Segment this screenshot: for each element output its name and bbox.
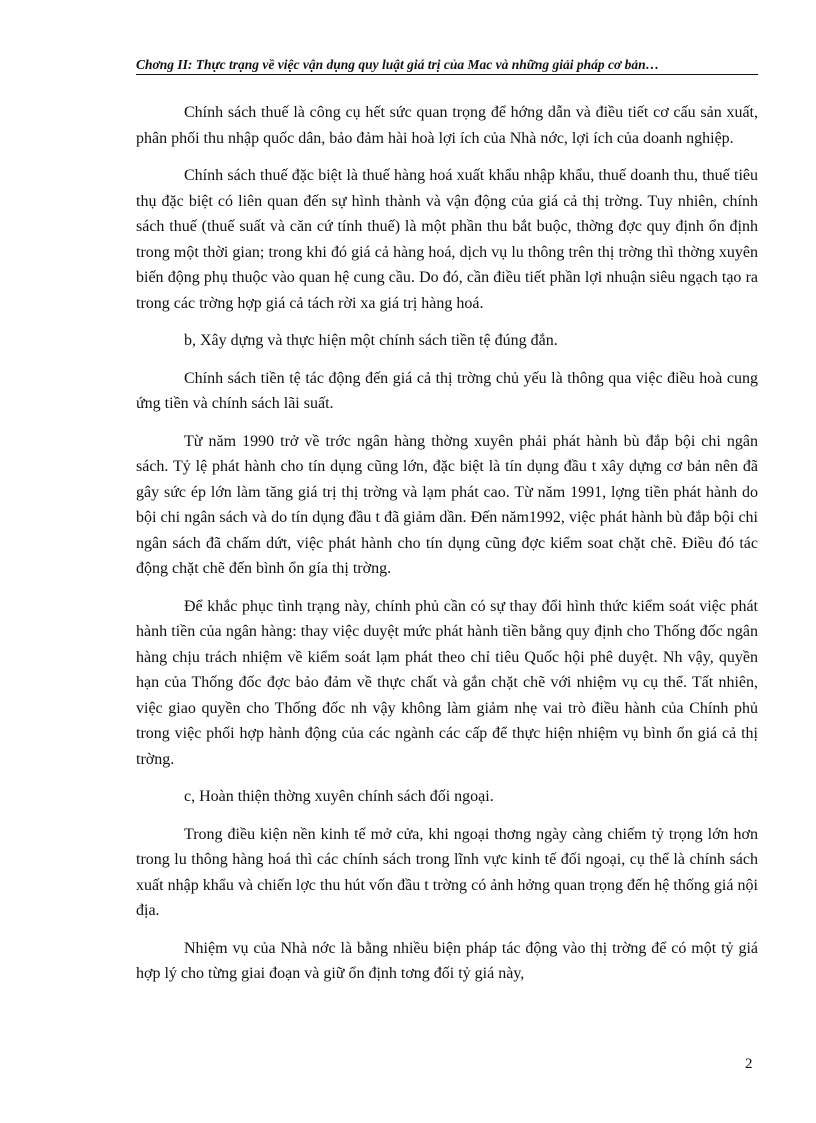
paragraph-since-1990: Từ năm 1990 trở về trớc ngân hàng thờng xuyên phải phát hành bù đắp bội chi ngân sách. Tỷ lệ phát hành cho tín dụng cũng lớn, đặc biệt là tín dụng đầu t xây dựng cơ bản nên đã gây sức ép lớn làm tăng giá trị thị trờng và lạm phát cao. Từ năm 1991, lợng tiền phát hành do bội chi ngân sách và do tín dụng đầu t đã giảm dần. Đến năm1992, việc phát hành bù đắp bội chi ngân sách đã chấm dứt, việc phát hành cho tín dụng cũng đợc kiểm soat chặt chẽ. Điều đó tác động chặt chẽ đến bình ổn gía thị trờng. (136, 432, 758, 577)
paragraph-special-tax: Chính sách thuế đặc biệt là thuế hàng hoá xuất khẩu nhập khẩu, thuế doanh thu, thuế tiêu thụ đặc biệt có liên quan đến sự hình thành và vận động của giá cả thị trờng. Tuy nhiên, chính sách thuế (thuế suất và căn cứ tính thuế) là một phần thu bắt buộc, thờng đợc quy định ổn định trong một thời gian; trong khi đó giá cả hàng hoá, dịch vụ lu thông trên thị trờng thì thờng xuyên biến động phụ thuộc vào quan hệ cung cầu. Do đó, cần điều tiết phần lợi nhuận siêu ngạch tạo ra trong các trờng hợp giá cả tách rời xa giá trị hàng hoá. (136, 167, 758, 312)
document-body (136, 100, 758, 999)
section-heading-monetary-policy: b, Xây dựng và thực hiện một chính sách tiền tệ đúng đắn. (184, 332, 558, 349)
running-header: Chơng II: Thực trạng về việc vận dụng quy luật giá trị của Mac và những giải pháp cơ bản… (136, 56, 758, 75)
section-heading-foreign-policy: c, Hoàn thiện thờng xuyên chính sách đối ngoại. (184, 788, 494, 805)
paragraph-monetary-policy: Chính sách tiền tệ tác động đến giá cả thị trờng chủ yếu là thông qua việc điều hoà cung ứng tiền và chính sách lãi suất. (136, 369, 758, 412)
paragraph-tax-policy: Chính sách thuế là công cụ hết sức quan trọng để hớng dẫn và điều tiết cơ cấu sản xuất, phân phối thu nhập quốc dân, bảo đảm hài hoà lợi ích của Nhà nớc, lợi ích của doanh nghiệp. (136, 104, 758, 147)
page-number: 2 (745, 1056, 753, 1072)
paragraph-open-economy: Trong điều kiện nền kinh tế mở cửa, khi ngoại thơng ngày càng chiếm tỷ trọng lớn hơn trong lu thông hàng hoá thì các chính sách trong lĩnh vực kinh tế đối ngoại, cụ thể là chính sách xuất nhập khẩu và chiến lợc thu hút vốn đầu t trờng có ảnh hởng quan trọng đến hệ thống giá nội địa. (136, 825, 758, 919)
paragraph-state-task: Nhiệm vụ của Nhà nớc là bằng nhiều biện pháp tác động vào thị trờng để có một tỷ giá hợp lý cho từng giai đoạn và giữ ổn định tơng đối tỷ giá này, (136, 939, 758, 982)
paragraph-overcome: Để khắc phục tình trạng này, chính phủ cần có sự thay đổi hình thức kiểm soát việc phát hành tiền của ngân hàng: thay việc duyệt mức phát hành tiền bằng quy định cho Thống đốc ngân hàng chịu trách nhiệm về kiểm soát lạm phát theo chỉ tiêu Quốc hội phê duyệt. Nh vậy, quyền hạn của Thống đốc đợc bảo đảm về thực chất và gắn chặt chẽ với nhiệm vụ cụ thể. Tất nhiên, việc giao quyền cho Thống đốc nh vậy không làm giảm nhẹ vai trò điều hành của Chính phủ trong việc phối hợp hành động của các ngành các cấp để thực hiện nhiệm vụ bình ổn giá cả thị trờng. (136, 597, 758, 768)
